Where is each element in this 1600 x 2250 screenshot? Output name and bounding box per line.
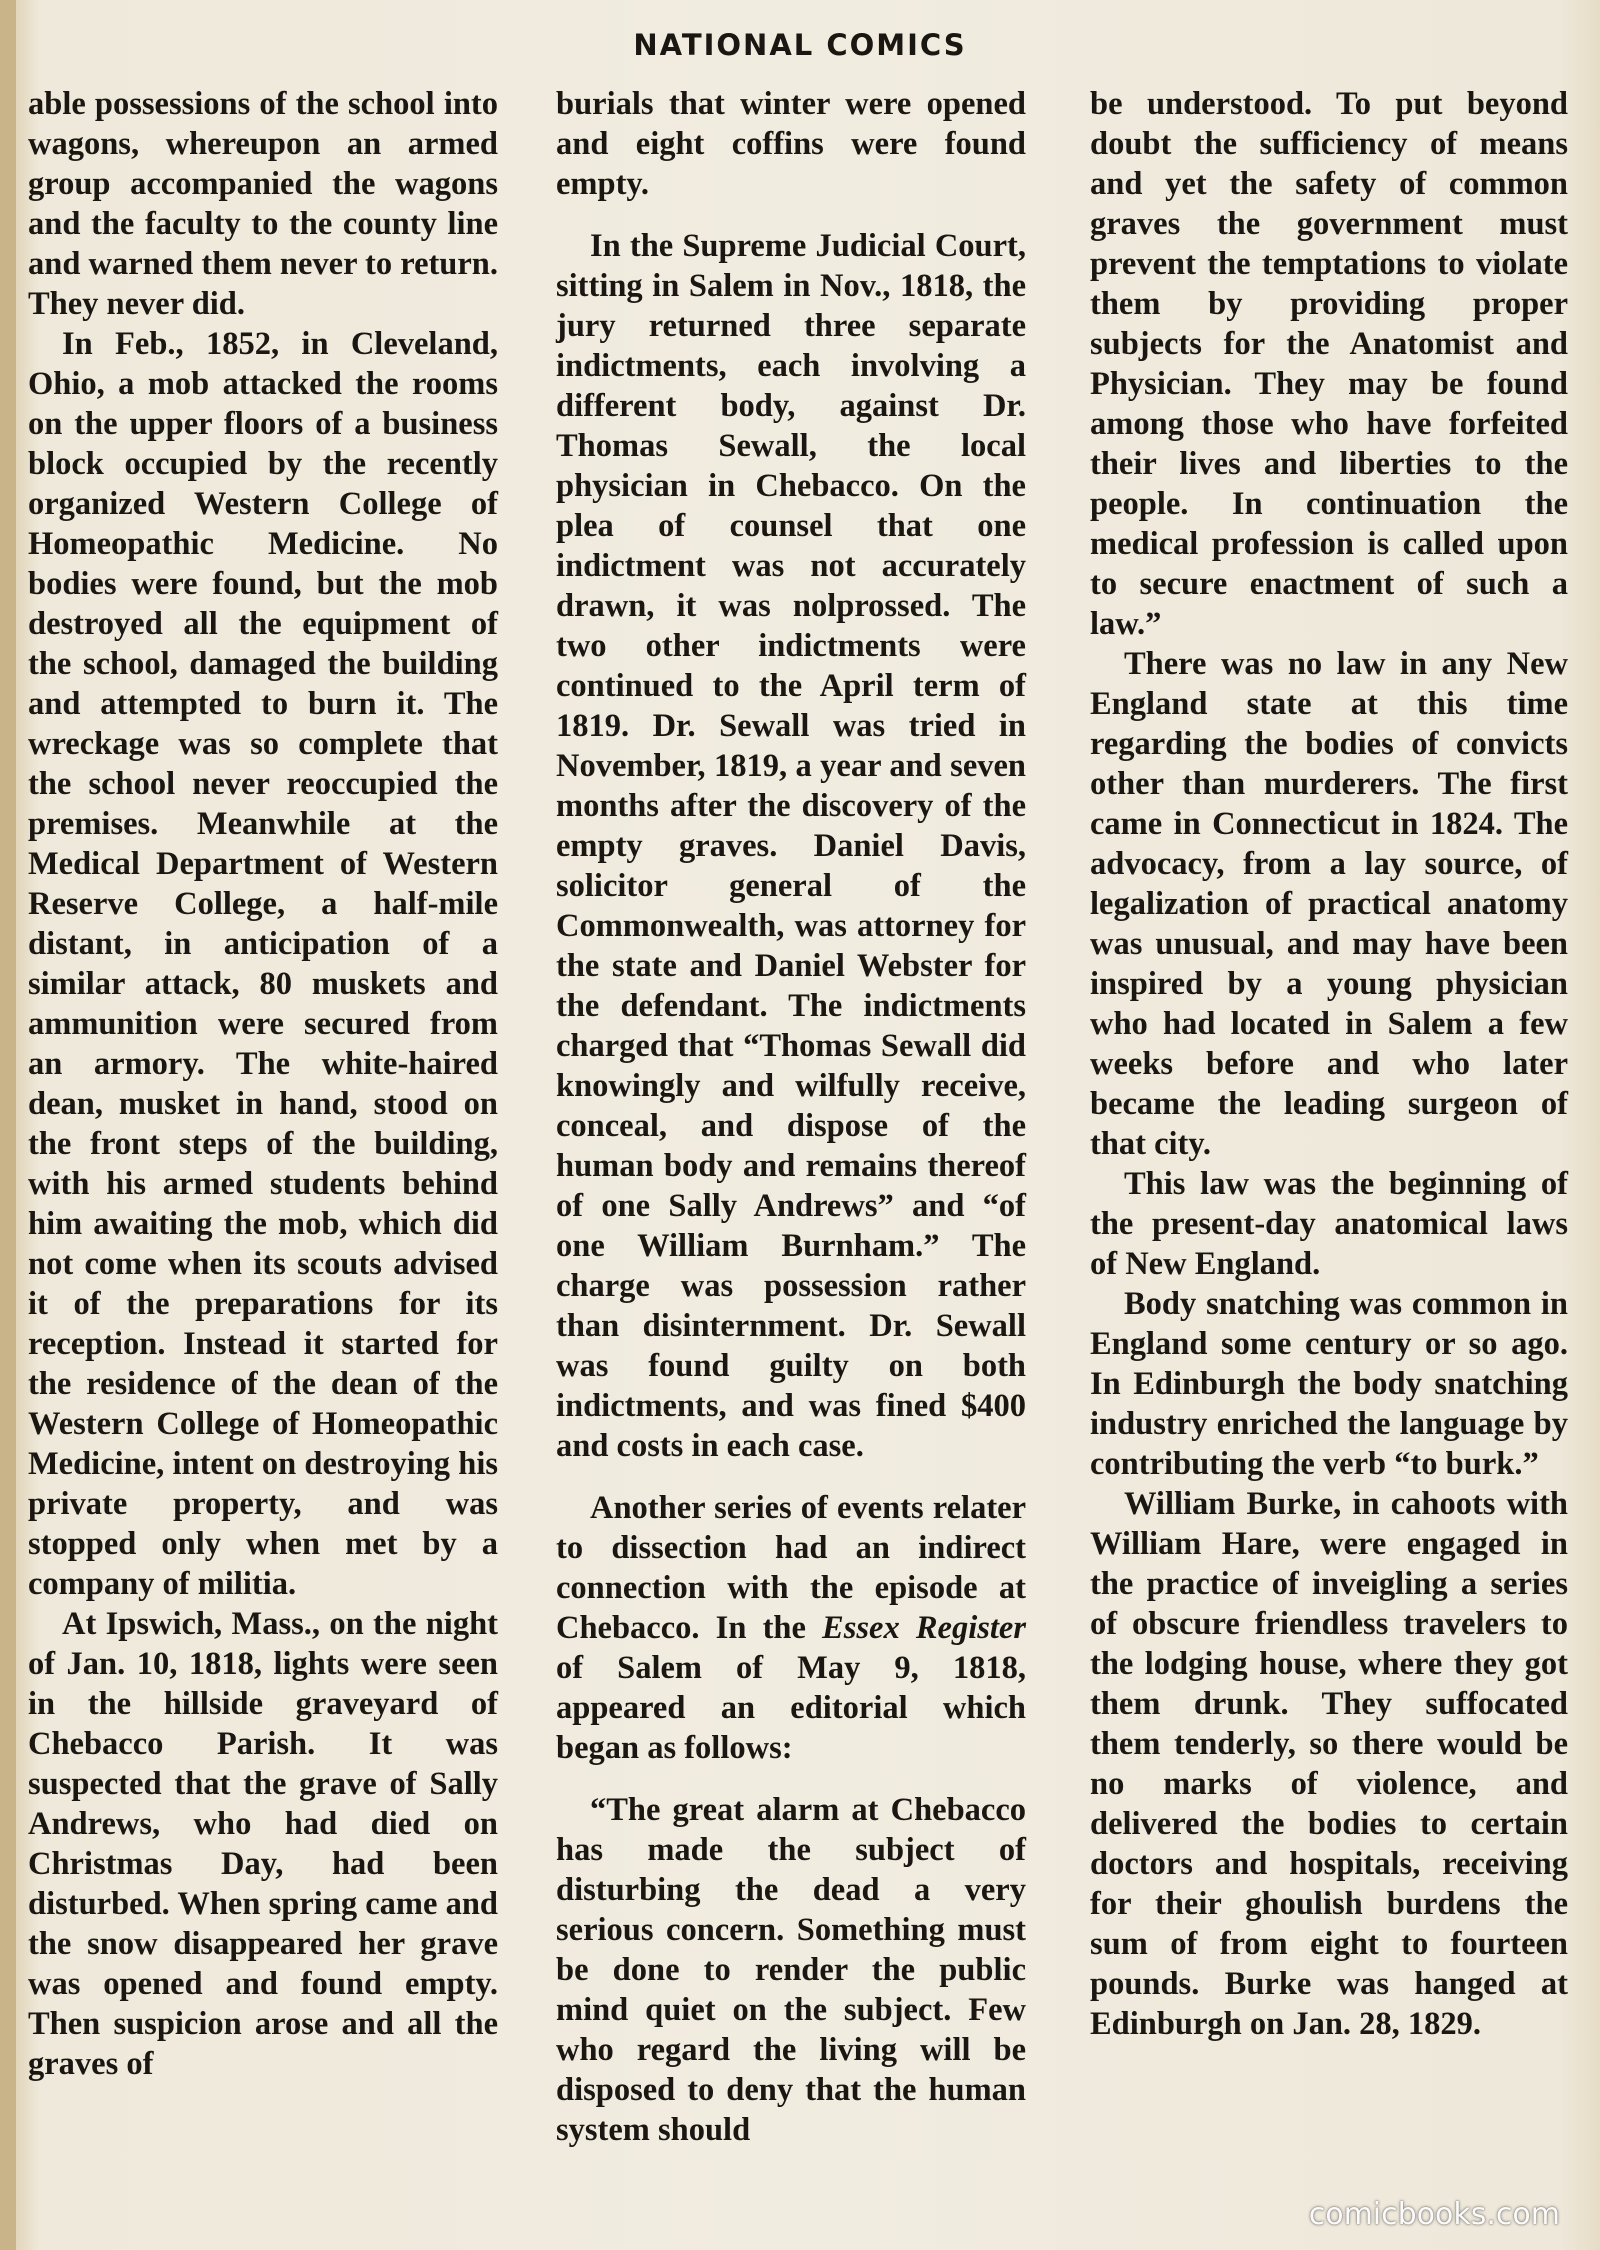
paragraph: William Burke, in cahoots with William Hare, were engaged in the practice of inveigling a series of obscure friendless travelers to the lodging house, where they got them drunk. They suffocated them tenderly, so there would be no marks of violence, and delivered the bodies to certain doctors and hospitals, receiving for their ghoulish burdens the sum of from eight to fourteen pounds. Burke was hanged at Edinburgh on Jan. 28, 1829.	[1090, 1486, 1568, 2042]
paragraph: There was no law in any New England state at this time regarding the bodies of convicts other than murderers. The first came in Connecticut in 1824. The advocacy, from a lay source, of legalization of practical anatomy was unusual, and may have been inspired by a young physician who had located in Salem a few weeks before and who later became the leading surgeon of that city.	[1090, 646, 1568, 1162]
paragraph: Body snatching was common in England some century or so ago. In Edinburgh the body snatching industry enriched the language by contributing the verb “to burk.”	[1090, 1286, 1568, 1482]
paragraph: able possessions of the school into wagons, whereupon an armed group accompanied the wagons and the faculty to the county line and warned them never to return. They never did.	[28, 86, 499, 322]
paragraph: burials that winter were opened and eight coffins were found empty.	[556, 86, 1026, 202]
page-header: NATIONAL COMICS	[633, 28, 967, 62]
paragraph: At Ipswich, Mass., on the night of Jan. 10, 1818, lights were seen in the hillside graveyard of Chebacco Parish. It was suspected that the grave of Sally Andrews, who had died on Christmas Day, had been disturbed. When spring came and the snow disappeared her grave was opened and found empty. Then suspicion arose and all the graves of	[28, 1606, 498, 2082]
paragraph-text: of Salem of May 9, 1818, appeared an editorial which began as follows:	[556, 1650, 1026, 1766]
paragraph-with-title	[556, 1488, 1026, 1768]
text-column-2	[556, 84, 1026, 2214]
quote-paragraph: “The great alarm at Chebacco has made the subject of disturbing the dead a very serious concern. Something must be done to render the public mind quiet on the subject. Few who regard the living will be disposed to deny that the human system should	[556, 1792, 1026, 2148]
paragraph: be understood. To put beyond doubt the sufficiency of means and yet the safety of common graves the government must prevent the temptations to violate them by providing proper subjects for the Anatomist and Physician. They may be found among those who have forfeited their lives and liberties to the people. In continuation the medical profession is called upon to secure enactment of such a law.”	[1090, 86, 1568, 642]
text-column-3	[1090, 84, 1568, 2214]
binding-edge	[0, 0, 16, 2250]
paragraph-text: Another series of events relater to dissection had an indirect connection with the episode at Chebacco. In the	[556, 1490, 1026, 1646]
newspaper-title: Essex Register	[822, 1610, 1026, 1646]
paragraph: In the Supreme Judicial Court, sitting in Salem in Nov., 1818, the jury returned three separate indictments, each involving a different body, against Dr. Thomas Sewall, the local physician in Chebacco. On the plea of counsel that one indictment was not accurately drawn, it was nolprossed. The two other indictments were continued to the April term of 1819. Dr. Sewall was tried in November, 1819, a year and seven months after the discovery of the empty graves. Daniel Davis, solicitor general of the Commonwealth, was attorney for the state and Daniel Webster for the defendant. The indictments charged that “Thomas Sewall did knowingly and wilfully receive, conceal, and dispose of the human body and remains thereof of one Sally Andrews” and “of one William Burnham.” The charge was possession rather than disinternment. Dr. Sewall was found guilty on both indictments, and was fined $400 and costs in each case.	[556, 228, 1026, 1464]
paragraph: In Feb., 1852, in Cleveland, Ohio, a mob attacked the rooms on the upper floors of a business block occupied by the recently organized Western College of Homeopathic Medicine. No bodies were found, but the mob destroyed all the equipment of the school, damaged the building and attempted to burn it. The wreckage was so complete that the school never reoccupied the premises. Meanwhile at the Medical Department of Western Reserve College, a half-mile distant, in anticipation of a similar attack, 80 muskets and ammunition were secured from an armory. The white-haired dean, musket in hand, stood on the front steps of the building, with his armed students behind him awaiting the mob, which did not come when its scouts advised it of the preparations for its reception. Instead it started for the residence of the dean of the Western College of Homeopathic Medicine, intent on destroying his private property, and was stopped only when met by a company of militia.	[28, 326, 498, 1602]
paragraph: This law was the beginning of the present-day anatomical laws of New England.	[1090, 1166, 1568, 1282]
watermark: comicbooks.com	[1308, 2197, 1560, 2232]
text-column-1	[28, 84, 498, 2214]
